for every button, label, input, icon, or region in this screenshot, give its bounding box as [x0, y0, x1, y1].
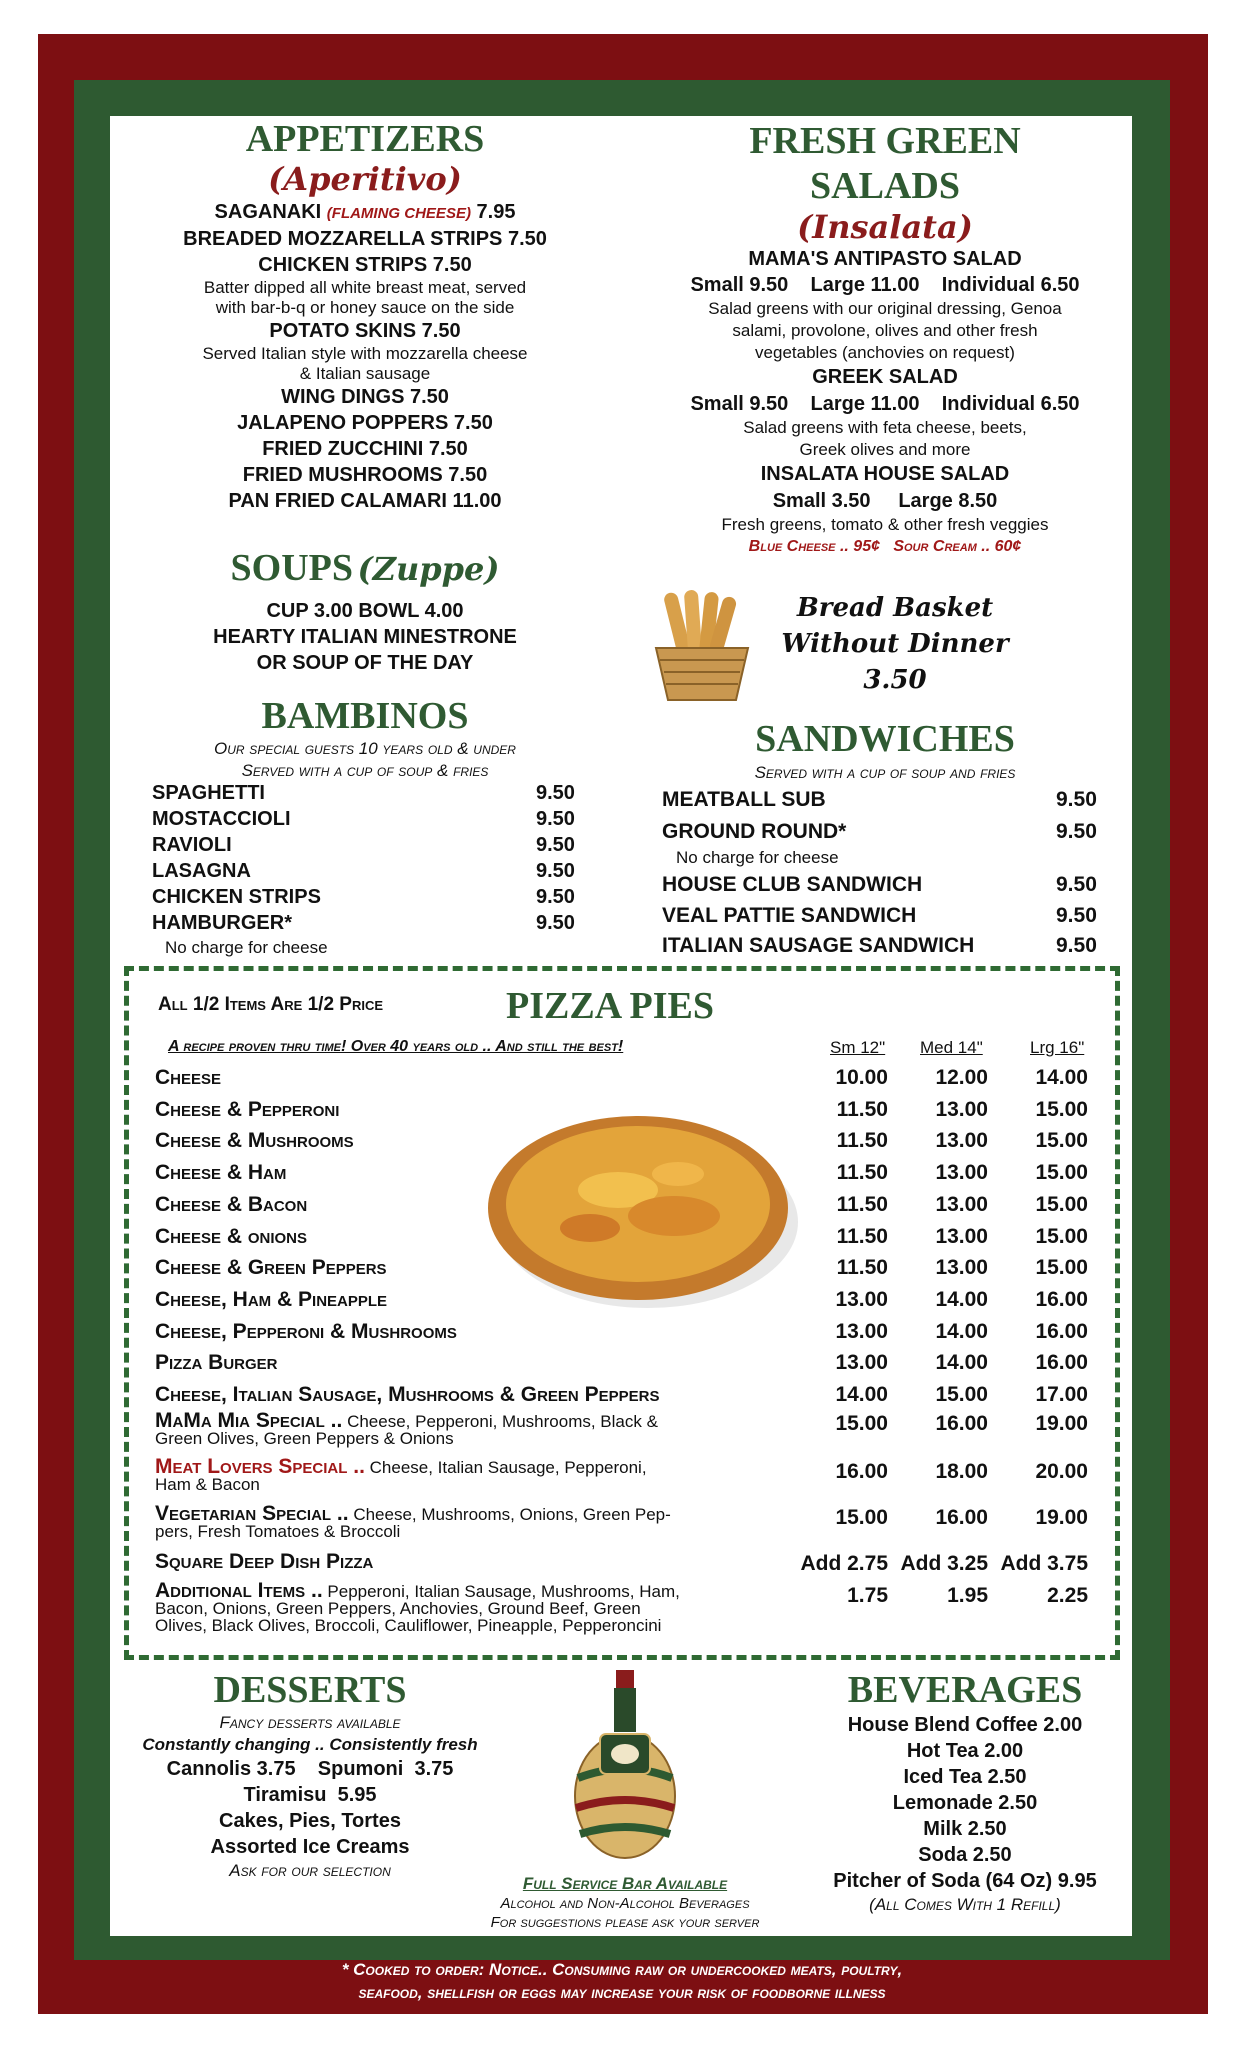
size-small-header: Sm 12": [830, 1038, 886, 1057]
greek-item: GREEK SALAD: [812, 366, 958, 388]
pizza-item: Pizza Burger: [155, 1351, 278, 1375]
beverages-refill-note: (All Comes With 1 Refill): [869, 1895, 1061, 1914]
salads-section: [640, 118, 1130, 558]
jalapeno-item: JALAPENO POPPERS 7.50: [237, 412, 493, 434]
bread-basket-note: Bread Basket Without Dinner 3.50: [781, 593, 1009, 695]
square-price-sm: Add 2.75: [800, 1552, 888, 1575]
veal-pattie: VEAL PATTIE SANDWICH: [662, 904, 917, 927]
house-club-price: 9.50: [1056, 873, 1097, 896]
pizza-price: 13.00: [935, 1097, 988, 1121]
pizza-price: 11.50: [836, 1097, 888, 1121]
bar-section: [430, 1874, 820, 1932]
chicken-desc: Batter dipped all white breast meat, served: [203, 278, 527, 297]
meat-price-sm: 16.00: [835, 1460, 888, 1483]
desserts-title: DESSERTS: [213, 1669, 407, 1711]
additional-items: Additional Items .. Pepperoni, Italian Sausage, Mushrooms, Ham, Bacon, Onions, Green Peppers, Anchovies, Ground Beef, Green Olives, Black Olives, Broccoli, Cauliflower, Pineapple, Pepperoncini: [155, 1579, 680, 1635]
pizza-price: 15.00: [1035, 1129, 1088, 1153]
pizza-price: 15.00: [935, 1383, 988, 1406]
bambinos-note: Our special guests 10 years old & under: [214, 739, 516, 758]
add-price-med: 1.95: [947, 1584, 988, 1607]
calamari-item: PAN FRIED CALAMARI 11.00: [228, 490, 502, 512]
desserts-note-2: Constantly changing .. Consistently fresh: [142, 1735, 478, 1754]
beverages-section: [800, 1668, 1130, 1916]
antipasto-desc: Salad greens with our original dressing, Genoa: [708, 299, 1062, 318]
pizza-price: 15.00: [1035, 1161, 1088, 1185]
pizza-title: PIZZA PIES: [506, 985, 715, 1027]
size-medium-header: Med 14": [920, 1038, 983, 1057]
bread-basket-icon: [650, 590, 754, 706]
greek-desc: Salad greens with feta cheese, beets,: [743, 418, 1027, 437]
pizza-price: 13.00: [835, 1287, 888, 1311]
pizza-item: Cheese & onions: [155, 1224, 308, 1248]
beverage-item: Lemonade 2.50: [892, 1792, 1038, 1814]
bambino-item: HAMBURGER*: [152, 912, 292, 934]
pizza-price: 16.00: [1035, 1287, 1088, 1311]
pizza-price: 11.50: [836, 1192, 888, 1216]
bar-title: Full Service Bar Available: [522, 1874, 728, 1893]
mama-mia-special: MaMa Mia Special .. Cheese, Pepperoni, Mushrooms, Black & Green Olives, Green Peppers & Onions: [155, 1409, 658, 1448]
bambino-item: RAVIOLI: [152, 834, 232, 856]
pizza-price: 11.50: [836, 1224, 888, 1248]
veal-pattie-price: 9.50: [1056, 904, 1097, 927]
saganaki-item: SAGANAKI (FLAMING CHEESE) 7.95: [214, 201, 516, 223]
pizza-price: 11.50: [836, 1161, 888, 1185]
pizza-image: [478, 1104, 798, 1314]
soups-title: SOUPS: [230, 547, 353, 589]
veg-price-med: 16.00: [935, 1506, 988, 1529]
italian-sausage: ITALIAN SAUSAGE SANDWICH: [662, 934, 975, 957]
beverages-list: [800, 1712, 1130, 1894]
bar-note-2: For suggestions please ask your server: [490, 1914, 760, 1931]
pizza-price: 12.00: [935, 1066, 988, 1089]
antipasto-desc-2: salami, provolone, olives and other fresh: [732, 321, 1038, 340]
veg-price-sm: 15.00: [835, 1506, 888, 1529]
square-deep-dish: Square Deep Dish Pizza: [155, 1550, 374, 1573]
beverage-item: House Blend Coffee 2.00: [847, 1714, 1083, 1736]
ground-round-note: No charge for cheese: [676, 848, 839, 867]
desserts-section: [120, 1668, 500, 1882]
house-salad-item: INSALATA HOUSE SALAD: [760, 463, 1010, 485]
bambino-price: 9.50: [536, 808, 575, 830]
pizza-price: 17.00: [1035, 1383, 1088, 1406]
veg-price-lrg: 19.00: [1035, 1506, 1088, 1529]
pizza-price: 13.00: [935, 1161, 988, 1185]
pizza-item: Cheese & Ham: [155, 1161, 287, 1185]
bambino-price: 9.50: [536, 912, 575, 934]
pizza-price: 13.00: [835, 1351, 888, 1375]
chianti-bottle-image: [570, 1668, 680, 1864]
potato-skins-item: POTATO SKINS 7.50: [269, 320, 461, 342]
bambino-price: 9.50: [536, 886, 575, 908]
pizza-price: 13.00: [935, 1256, 988, 1280]
antipasto-sizes: Small 9.50 Large 11.00 Individual 6.50: [690, 274, 1080, 296]
soup-of-day: OR SOUP OF THE DAY: [256, 652, 474, 674]
pizza-price: 14.00: [1035, 1066, 1088, 1089]
pizza-price: 16.00: [1035, 1351, 1088, 1375]
bambino-price: 9.50: [536, 860, 575, 882]
pizza-price: 13.00: [835, 1319, 888, 1343]
mama-price-sm: 15.00: [835, 1412, 888, 1435]
bar-note: Alcohol and Non-Alcohol Beverages: [500, 1895, 750, 1912]
pizza-item: Cheese & Bacon: [155, 1192, 308, 1216]
bambino-price: 9.50: [536, 782, 575, 804]
mama-price-lrg: 19.00: [1035, 1412, 1088, 1435]
wine-bottle-icon: [570, 1668, 680, 1864]
tiramisu: Tiramisu 5.95: [243, 1784, 377, 1806]
pizza-item: Cheese, Italian Sausage, Mushrooms & Green Peppers: [155, 1383, 660, 1406]
pizza-icon: [478, 1104, 798, 1314]
half-price-note: All 1/2 Items Are 1/2 Price: [158, 994, 384, 1015]
pizza-price: 15.00: [1035, 1256, 1088, 1280]
pizza-price: 13.00: [935, 1129, 988, 1153]
appetizers-title: APPETIZERS: [245, 118, 485, 160]
soup-sizes: CUP 3.00 BOWL 4.00: [266, 600, 464, 622]
meat-price-med: 18.00: [935, 1460, 988, 1483]
pizza-item: Cheese & Mushrooms: [155, 1129, 354, 1153]
pizza-price: 15.00: [1035, 1224, 1088, 1248]
italian-sausage-price: 9.50: [1056, 934, 1097, 957]
desserts-note: Fancy desserts available: [219, 1713, 401, 1732]
pizza-price: 16.00: [1035, 1319, 1088, 1343]
pizza-price: 14.00: [935, 1351, 988, 1375]
add-price-lrg: 2.25: [1047, 1584, 1088, 1607]
potato-desc: Served Italian style with mozzarella cheese: [202, 344, 528, 363]
beverages-title: BEVERAGES: [847, 1669, 1083, 1711]
chicken-strips-item: CHICKEN STRIPS 7.50: [258, 254, 472, 276]
pizza-recipe-note: A recipe proven thru time! Over 40 years old .. And still the best!: [168, 1038, 624, 1055]
pizza-price: 11.50: [836, 1256, 888, 1280]
ground-round-price: 9.50: [1056, 820, 1097, 843]
pizza-price: 14.00: [835, 1383, 888, 1406]
chicken-desc-2: with bar-b-q or honey sauce on the side: [215, 298, 515, 317]
soups-subtitle: (Zuppe): [357, 550, 500, 588]
greek-desc-2: Greek olives and more: [799, 440, 971, 459]
sandwiches-title: SANDWICHES: [755, 718, 1015, 760]
bambino-item: SPAGHETTI: [152, 782, 265, 804]
sandwiches-header: [640, 716, 1130, 784]
beverage-item: Iced Tea 2.50: [903, 1766, 1027, 1788]
zucchini-item: FRIED ZUCCHINI 7.50: [262, 438, 468, 460]
cakes-pies-tortes: Cakes, Pies, Tortes: [219, 1810, 401, 1832]
ground-round: GROUND ROUND*: [662, 820, 847, 843]
bambinos-footnote: No charge for cheese: [165, 938, 328, 957]
add-price-sm: 1.75: [847, 1584, 888, 1607]
square-price-lrg: Add 3.75: [1000, 1552, 1088, 1575]
pizza-price: 14.00: [935, 1287, 988, 1311]
meatball-sub-price: 9.50: [1056, 788, 1097, 811]
mushrooms-item: FRIED MUSHROOMS 7.50: [242, 464, 488, 486]
bambino-price: 9.50: [536, 834, 575, 856]
soups-heading: [130, 546, 600, 598]
mozzarella-item: BREADED MOZZARELLA STRIPS 7.50: [183, 228, 547, 250]
house-club: HOUSE CLUB SANDWICH: [662, 873, 923, 896]
antipasto-item: MAMA'S ANTIPASTO SALAD: [748, 248, 1022, 270]
salads-title-2: SALADS: [810, 165, 960, 207]
salads-title: FRESH GREEN: [749, 120, 1021, 162]
house-salad-desc: Fresh greens, tomato & other fresh veggies: [721, 515, 1049, 534]
salads-subtitle: (Insalata): [797, 208, 973, 246]
vegetarian-special: Vegetarian Special .. Cheese, Mushrooms, Onions, Green Pep- pers, Fresh Tomatoes & Broccoli: [155, 1502, 671, 1541]
cannolis-spumoni: Cannolis 3.75 Spumoni 3.75: [166, 1758, 454, 1780]
house-salad-sizes: Small 3.50 Large 8.50: [772, 490, 998, 512]
beverage-item: Milk 2.50: [923, 1818, 1007, 1840]
appetizers-section: [130, 118, 600, 514]
bambino-item: MOSTACCIOLI: [152, 808, 291, 830]
pizza-price: 15.00: [1035, 1192, 1088, 1216]
pizza-item: Cheese & Pepperoni: [155, 1097, 340, 1121]
pizza-price: 14.00: [935, 1319, 988, 1343]
beverage-item: Hot Tea 2.00: [906, 1740, 1024, 1762]
bambinos-note-2: Served with a cup of soup & fries: [241, 761, 489, 780]
pizza-item: Cheese, Pepperoni & Mushrooms: [155, 1319, 457, 1343]
desserts-ask: Ask for our selection: [229, 1861, 391, 1880]
pizza-item: Cheese & Green Peppers: [155, 1256, 387, 1280]
beverage-item: Pitcher of Soda (64 Oz) 9.95: [833, 1870, 1097, 1892]
pizza-price: 13.00: [935, 1224, 988, 1248]
greek-sizes: Small 9.50 Large 11.00 Individual 6.50: [690, 393, 1080, 415]
bambinos-title: BAMBINOS: [261, 695, 469, 737]
meat-lovers-special: Meat Lovers Special .. Cheese, Italian Sausage, Pepperoni, Ham & Bacon: [155, 1455, 647, 1494]
square-price-med: Add 3.25: [900, 1552, 988, 1575]
wing-dings-item: WING DINGS 7.50: [281, 386, 449, 408]
meatball-sub: MEATBALL SUB: [662, 788, 826, 811]
pizza-price: 15.00: [1035, 1097, 1088, 1121]
pizza-item: Cheese, Ham & Pineapple: [155, 1287, 388, 1311]
antipasto-desc-3: vegetables (anchovies on request): [755, 343, 1015, 362]
pizza-price: 11.50: [836, 1129, 888, 1153]
beverage-item: Soda 2.50: [918, 1844, 1012, 1866]
pizza-price: 10.00: [835, 1066, 888, 1089]
ice-creams: Assorted Ice Creams: [210, 1836, 410, 1858]
pizza-item: Cheese: [155, 1066, 222, 1089]
dressing-extras: Blue Cheese .. 95¢ Sour Cream .. 60¢: [748, 538, 1022, 555]
footer-notice: * Cooked to order: Notice.. Consuming raw or undercooked meats, poultry, seafood, shellfish or eggs may increase your risk of foodborne illness: [341, 1960, 903, 2002]
bambino-item: CHICKEN STRIPS: [152, 886, 321, 908]
appetizers-subtitle: (Aperitivo): [268, 160, 462, 198]
pizza-price: 13.00: [935, 1192, 988, 1216]
mama-price-med: 16.00: [935, 1412, 988, 1435]
bread-basket-image: [650, 590, 754, 706]
bambino-item: LASAGNA: [152, 860, 251, 882]
meat-price-lrg: 20.00: [1035, 1460, 1088, 1483]
potato-desc-2: & Italian sausage: [299, 364, 431, 383]
sandwiches-note: Served with a cup of soup and fries: [754, 763, 1016, 782]
size-large-header: Lrg 16": [1030, 1038, 1085, 1057]
soups-section: [130, 546, 600, 676]
soup-minestrone: HEARTY ITALIAN MINESTRONE: [213, 626, 517, 648]
bambinos-header: [130, 694, 600, 782]
